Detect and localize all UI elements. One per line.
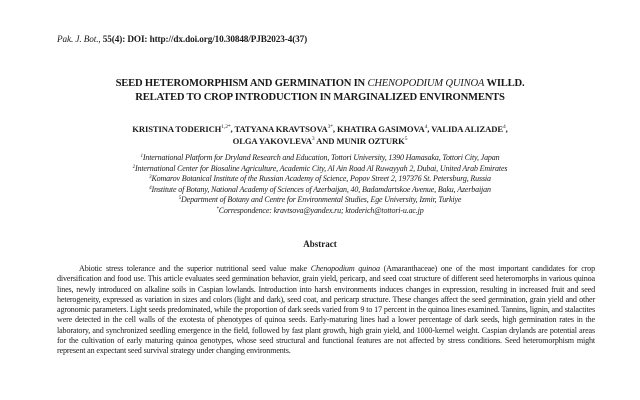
journal-citation (57, 34, 307, 44)
journal-name: Pak. J. Bot., (57, 34, 101, 44)
author-name: KHATIRA GASIMOVA (336, 124, 425, 134)
author-affiliation-mark: 3* (327, 124, 333, 130)
affiliation-item: $^3$Komarov Botanical Institute of the Russian Academy of Science, Popov Street 2, 197376 St. Petersburg, Russia (149, 174, 491, 184)
authors-line-1: KRISTINA $TODERICH^{1,2*}$, TATYANA $KRAVTSOVA^{3*}$, KHATIRA GASIMOVA$^4$, VALIDA ALIZADE$^4$, (132, 124, 508, 134)
title-line-2: RELATED TO CROP INTRODUCTION IN MARGINALIZED ENVIRONMENTS (135, 91, 505, 103)
abstract-text: Abiotic stress tolerance and the superior nutritional seed value make Chenopodium quinoa (Amaranthaceae) one of the most important candidates for crop diversification and food use. This article evaluates seed germination behavior, grain yield, pericarp, and seed coat structure of different seed heteromorphs in various quinoa lines, newly introduced on alkaline soils in Caspian lowlands. Introduction into harsh environments induces changes in expression, resulting in increased fruit and seed heterogeneity, expressed as variation in sizes and colors (light and dark), seed coat, and pericarp structure. These changes affect the seed germination, grain yield and other agronomic parameters. Light seeds predominated, while the proportion of dark seeds varied from 9 to 17 percent in the quinoa lines examined. Tannins, lignin, and stalactites were detected in the cell walls of the exotesta of phenotypes of quinoa seeds. Early-maturing lines had a lower percentage of dark seeds, high germination rates in the laboratory, and synchronized seedling emergence in the field, followed by fast plant growth, high grain yield, and 1000-kernel weight. Caspian drylands are potential areas for the cultivation of early maturing quinoa genotypes, whose seed structural and functional features are not affected by stress conditions. Seed heteromorphism might represent an expectant seed survival strategy under changing environments. (57, 264, 595, 356)
authors-line-2: OLGA YAKOVLEVA$^3$ AND MUNIR OZTURK$^5$ (232, 136, 408, 146)
author-name: VALIDA ALIZADE (431, 124, 503, 134)
author-affiliation-mark: 1,2* (221, 124, 231, 130)
author-name: TATYANA KRAVTSOVA (234, 124, 328, 134)
author-name: MUNIR OZTURK (336, 136, 405, 146)
author-affiliation-mark: 3 (311, 136, 315, 142)
author-name: OLGA YAKOVLEVA (232, 136, 312, 146)
author-affiliation-mark: 4 (424, 124, 428, 130)
affiliation-item: $^1$International Platform for Dryland Research and Education, Tottori University, 1390 Hamasaka, Tottori City, Japan (140, 153, 500, 162)
affiliation-item: $^2$International Center for Biosaline Agriculture, Academic City, Al Ain Road Al Ruwayyah 2, Dubai, United Arab Emirates (132, 163, 508, 173)
author-name: KRISTINA TODERICH (132, 124, 222, 134)
author-list (40, 123, 600, 147)
affiliation-item: $^5$Department of Botany and Centre for Environmental Studies, Ege University, Izmir, Turkiye (178, 195, 462, 205)
affiliation-item: $^4$Institute of Botany, National Academy of Sciences of Azerbaijan, 40, Badamdartskoe Avenue, Baku, Azerbaijan (149, 184, 491, 194)
affiliation-list (40, 153, 600, 217)
abstract-species: Chenopodium quinoa (310, 264, 380, 273)
title-species: CHENOPODIUM QUINOA (367, 78, 485, 89)
author-affiliation-mark: 5 (404, 136, 408, 142)
author-affiliation-mark: 4 (502, 124, 506, 130)
title-line-1: SEED HETEROMORPHISM AND GERMINATION IN CHENOPODIUM QUINOA WILLD. (115, 78, 525, 89)
correspondence-line: *Correspondence: kravtsova@yandex.ru; ktoderich@tottori-u.ac.jp (216, 205, 424, 215)
abstract-heading: Abstract (303, 239, 337, 249)
doi-link[interactable]: 55(4): DOI: http://dx.doi.org/10.30848/PJB2023-4(37) (100, 34, 308, 44)
paper-title (40, 77, 600, 104)
